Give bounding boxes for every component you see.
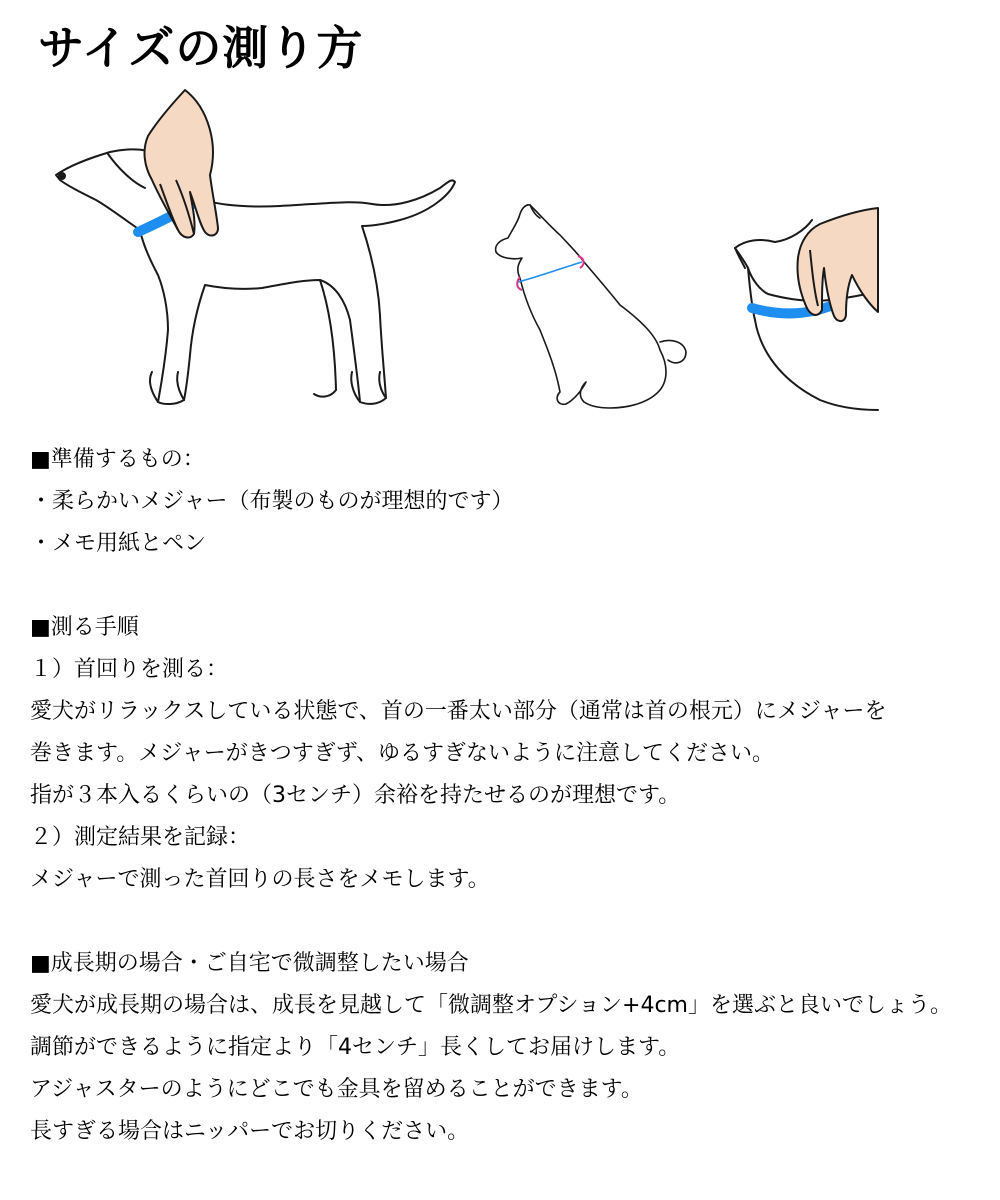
step2-line: メジャーで測った首回りの長さをメモします。 [30,867,490,892]
growth-heading: ■成長期の場合・ご自宅で微調整したい場合 [30,951,469,976]
growth-line: 調節ができるように指定より「4センチ」長くしてお届けします。 [30,1035,681,1060]
illustrations [0,80,1000,420]
prep-item: ・メモ用紙とペン [30,531,207,556]
step2-title: ２）測定結果を記録： [30,825,251,850]
steps-heading: ■測る手順 [30,615,139,640]
prep-item: ・柔らかいメジャー（布製のものが理想的です） [30,489,514,514]
spacer [30,565,998,607]
step1-line: 指が３本入るくらいの（3センチ）余裕を持たせるのが理想です。 [30,783,681,808]
step1-title: １）首回りを測る： [30,657,229,682]
instructions-text [30,439,998,1153]
cat-closeup-illustration [0,80,1000,420]
step1-line: 愛犬がリラックスしている状態で、首の一番太い部分（通常は首の根元）にメジャーを [30,699,887,724]
growth-line: 愛犬が成長期の場合は、成長を見越して「微調整オプション+4cm」を選ぶと良いでしょう。 [30,993,952,1018]
growth-line: アジャスターのようにどこでも金具を留めることができます。 [30,1077,643,1102]
growth-line: 長すぎる場合はニッパーでお切りください。 [30,1119,470,1144]
spacer [30,901,998,943]
page-title: サイズの測り方 [38,21,364,75]
prep-heading: ■準備するもの： [30,447,205,472]
step1-line: 巻きます。メジャーがきつすぎず、ゆるすぎないように注意してください。 [30,741,775,766]
